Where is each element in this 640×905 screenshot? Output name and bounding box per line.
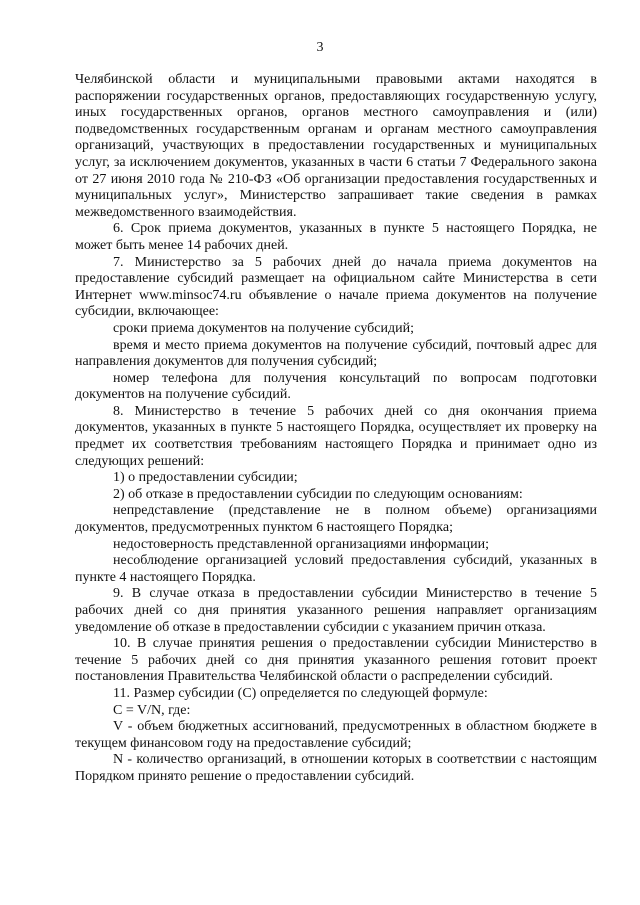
paragraph-11: 11. Размер субсидии (С) определяется по следующей формуле:: [113, 685, 488, 701]
paragraph-7: 7. Министерство за 5 рабочих дней до начала приема документов на предоставление субсидий размещает на официальном сайте Министерства в сети Интернет www.minsoc74.ru объявление о начале приема документов на получение субсидии, включающее:: [75, 254, 597, 320]
paragraph-8-option-1: 1) о предоставлении субсидии;: [113, 470, 298, 486]
document-body: [75, 72, 597, 786]
refusal-ground-3: несоблюдение организацией условий предоставления субсидий, указанных в пункте 4 настоящего Порядка.: [75, 553, 597, 585]
formula-n-definition: N - количество организаций, в отношении которых в соответствии с настоящим Порядком принято решение о предоставлении субсидий.: [75, 752, 597, 784]
page-number: 3: [316, 40, 324, 55]
paragraph-7-item-3: номер телефона для получения консультаций по вопросам подготовки документов на получение субсидий.: [75, 370, 597, 403]
paragraph-continuation: Челябинской области и муниципальными правовыми актами находятся в распоряжении государственных органов, предоставляющих государственную услугу, иных государственных органов, органов местного самоуправления и (или) подведомственных государственным органам и органам местного самоуправления организаций, участвующих в предоставлении государственных и муниципальных услуг, за исключением документов, указанных в части 6 статьи 7 Федерального закона от 27 июня 2010 года № 210-ФЗ «Об организации предоставления государственных и муниципальных услуг», Министерство запрашивает такие сведения в рамках межведомственного взаимодействия.: [75, 72, 597, 220]
refusal-ground-2: недостоверность представленной организациями информации;: [113, 536, 490, 552]
paragraph-10: 10. В случае принятия решения о предоставлении субсидии Министерство в течение 5 рабочих дней со дня принятия указанного решения готовит проект постановления Правительства Челябинской области о распределении субсидий.: [75, 636, 597, 685]
paragraph-7-item-1: сроки приема документов на получение субсидий;: [113, 320, 414, 336]
formula: C = V/N, где:: [113, 702, 191, 718]
paragraph-8-option-2: 2) об отказе в предоставлении субсидии по следующим основаниям:: [113, 486, 523, 502]
paragraph-8: 8. Министерство в течение 5 рабочих дней со дня окончания приема документов, указанных в пункте 5 настоящего Порядка, осуществляет их проверку на предмет их соответствия требованиям настоящего Порядка и принимает одно из следующих решений:: [75, 403, 597, 469]
paragraph-7-item-2: время и место приема документов на получение субсидий, почтовый адрес для направления документов для получения субсидий;: [75, 337, 597, 370]
refusal-ground-1: непредставление (представление не в полном объеме) организациями документов, предусмотренных пунктом 6 настоящего Порядка;: [75, 503, 597, 536]
paragraph-6: 6. Срок приема документов, указанных в пункте 5 настоящего Порядка, не может быть менее 14 рабочих дней.: [75, 221, 597, 253]
formula-v-definition: V - объем бюджетных ассигнований, предусмотренных в областном бюджете в текущем финансовом году на предоставление субсидий;: [75, 719, 597, 751]
paragraph-9: 9. В случае отказа в предоставлении субсидии Министерство в течение 5 рабочих дней со дня принятия указанного решения направляет организациям уведомление об отказе в предоставлении субсидии с указанием причин отказа.: [75, 586, 597, 635]
